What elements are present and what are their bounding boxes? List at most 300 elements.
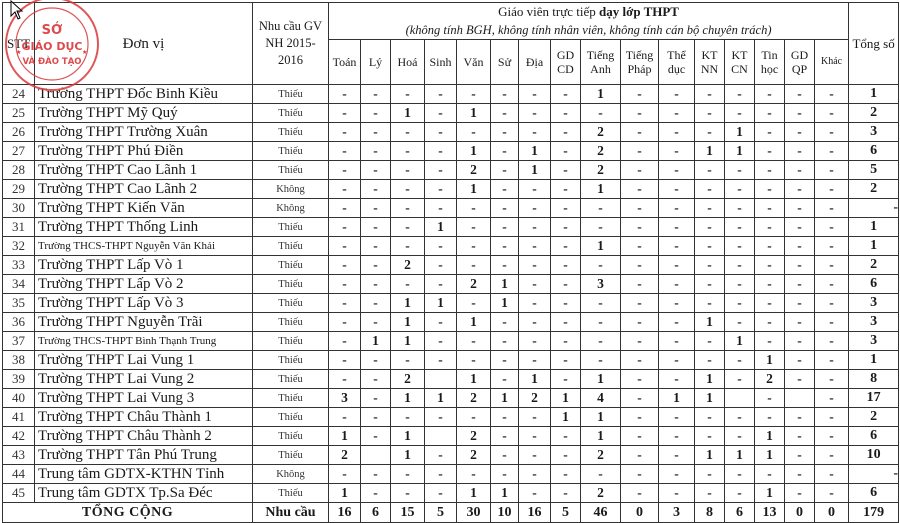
- teacher-demand-table: [2, 2, 899, 523]
- row-subject-value: 1: [391, 427, 425, 446]
- row-subject-value: -: [491, 123, 519, 142]
- header-subject: [621, 40, 659, 85]
- row-subject-value: -: [659, 142, 695, 161]
- row-subject-value: 1: [581, 237, 621, 256]
- row-subject-value: -: [551, 446, 581, 465]
- row-stt: 25: [3, 104, 35, 123]
- row-subject-value: -: [725, 294, 755, 313]
- header-subject-line2: Pháp: [627, 62, 652, 76]
- summary-subject-value: 30: [457, 503, 491, 523]
- summary-subject-value: 6: [725, 503, 755, 523]
- row-subject-value: -: [581, 313, 621, 332]
- row-subject-value: -: [425, 237, 457, 256]
- row-total: 3: [849, 294, 899, 313]
- row-subject-value: 1: [755, 484, 785, 503]
- row-subject-value: -: [755, 199, 785, 218]
- row-subject-value: 1: [725, 332, 755, 351]
- row-subject-value: -: [551, 313, 581, 332]
- row-stt: 37: [3, 332, 35, 351]
- row-subject-value: -: [581, 465, 621, 484]
- summary-subject-value: 5: [551, 503, 581, 523]
- row-subject-value: 1: [581, 427, 621, 446]
- table-row: [3, 351, 899, 370]
- row-need-status: Thiếu: [253, 484, 329, 503]
- group-title-prefix: Giáo viên trực tiếp: [498, 4, 600, 19]
- row-subject-value: -: [361, 351, 391, 370]
- header-total: Tổng số: [849, 3, 899, 85]
- row-subject-value: -: [361, 123, 391, 142]
- row-subject-value: -: [695, 218, 725, 237]
- header-subject-line2: QP: [791, 62, 808, 76]
- row-subject-value: -: [815, 294, 849, 313]
- row-subject-value: -: [425, 313, 457, 332]
- group-subtitle: (không tính BGH, không tính nhân viên, không tính cán bộ chuyên trách): [329, 21, 849, 40]
- row-subject-value: 2: [457, 389, 491, 408]
- row-subject-value: -: [725, 427, 755, 446]
- header-subject-line1: Thể: [667, 48, 686, 62]
- row-unit-name: Trường THPT Cao Lãnh 2: [35, 180, 253, 199]
- summary-subject-value: 13: [755, 503, 785, 523]
- row-total: 3: [849, 123, 899, 142]
- header-subject: [361, 40, 391, 85]
- row-subject-value: -: [815, 484, 849, 503]
- row-subject-value: -: [491, 161, 519, 180]
- row-subject-value: -: [785, 161, 815, 180]
- row-unit-name: Trường THPT Lấp Vò 3: [35, 294, 253, 313]
- row-subject-value: -: [785, 465, 815, 484]
- row-subject-value: 1: [491, 275, 519, 294]
- row-stt: 33: [3, 256, 35, 275]
- row-subject-value: -: [361, 237, 391, 256]
- row-subject-value: -: [755, 465, 785, 484]
- row-subject-value: -: [621, 142, 659, 161]
- table-row: [3, 142, 899, 161]
- row-subject-value: -: [815, 237, 849, 256]
- row-subject-value: -: [329, 85, 361, 104]
- row-subject-value: -: [425, 85, 457, 104]
- row-subject-value: -: [815, 256, 849, 275]
- row-subject-value: -: [491, 237, 519, 256]
- row-subject-value: 1: [391, 313, 425, 332]
- summary-subject-value: 8: [695, 503, 725, 523]
- row-need-status: Thiếu: [253, 218, 329, 237]
- header-subject: [551, 40, 581, 85]
- summary-subject-value: 6: [361, 503, 391, 523]
- summary-subject-value: 46: [581, 503, 621, 523]
- header-subject-line1: GD: [556, 48, 575, 62]
- row-subject-value: -: [519, 180, 551, 199]
- row-subject-value: -: [621, 85, 659, 104]
- row-unit-name: Trường THPT Mỹ Quý: [35, 104, 253, 123]
- row-subject-value: -: [621, 275, 659, 294]
- row-subject-value: -: [725, 408, 755, 427]
- row-unit-name: Trường THPT Châu Thành 1: [35, 408, 253, 427]
- row-subject-value: -: [551, 237, 581, 256]
- row-subject-value: -: [621, 408, 659, 427]
- row-subject-value: 3: [581, 275, 621, 294]
- row-subject-value: -: [491, 465, 519, 484]
- row-subject-value: 1: [391, 332, 425, 351]
- row-unit-name: Trường THPT Tân Phú Trung: [35, 446, 253, 465]
- row-subject-value: -: [621, 370, 659, 389]
- row-subject-value: -: [519, 275, 551, 294]
- row-need-status: Thiếu: [253, 408, 329, 427]
- summary-subject-value: 0: [621, 503, 659, 523]
- row-subject-value: 1: [491, 389, 519, 408]
- header-stt: STT: [3, 3, 35, 85]
- row-subject-value: -: [551, 275, 581, 294]
- row-subject-value: 1: [725, 446, 755, 465]
- row-subject-value: -: [425, 408, 457, 427]
- row-subject-value: -: [519, 199, 551, 218]
- row-subject-value: -: [361, 389, 391, 408]
- summary-need: Nhu cầu: [253, 503, 329, 523]
- row-total: 2: [849, 104, 899, 123]
- row-subject-value: -: [457, 408, 491, 427]
- row-total: 1: [849, 351, 899, 370]
- row-subject-value: -: [329, 313, 361, 332]
- row-subject-value: -: [725, 180, 755, 199]
- row-subject-value: 2: [457, 275, 491, 294]
- row-subject-value: -: [815, 389, 849, 408]
- row-subject-value: -: [785, 427, 815, 446]
- row-subject-value: -: [329, 351, 361, 370]
- table-row: [3, 408, 899, 427]
- row-subject-value: -: [425, 142, 457, 161]
- row-subject-value: -: [457, 332, 491, 351]
- row-subject-value: -: [659, 237, 695, 256]
- header-subject-line2: NN: [700, 62, 719, 76]
- row-subject-value: -: [785, 104, 815, 123]
- row-subject-value: -: [391, 161, 425, 180]
- row-unit-name: Trường THPT Lai Vung 1: [35, 351, 253, 370]
- group-title: [329, 3, 849, 22]
- row-subject-value: -: [695, 256, 725, 275]
- row-subject-value: 1: [391, 294, 425, 313]
- row-subject-value: -: [755, 408, 785, 427]
- row-subject-value: -: [457, 465, 491, 484]
- row-subject-value: -: [551, 199, 581, 218]
- row-subject-value: -: [425, 199, 457, 218]
- row-subject-value: -: [581, 332, 621, 351]
- row-subject-value: -: [581, 199, 621, 218]
- row-subject-value: -: [621, 427, 659, 446]
- row-subject-value: -: [815, 408, 849, 427]
- row-subject-value: -: [621, 313, 659, 332]
- row-subject-value: -: [659, 427, 695, 446]
- row-subject-value: -: [815, 427, 849, 446]
- row-subject-value: -: [695, 465, 725, 484]
- header-subject-line2: CD: [557, 62, 574, 76]
- row-subject-value: -: [361, 256, 391, 275]
- row-subject-value: -: [621, 161, 659, 180]
- header-subject: [391, 40, 425, 85]
- row-subject-value: 1: [361, 332, 391, 351]
- row-subject-value: -: [785, 142, 815, 161]
- row-subject-value: -: [695, 85, 725, 104]
- row-subject-value: -: [491, 351, 519, 370]
- row-subject-value: -: [815, 104, 849, 123]
- row-subject-value: 2: [329, 446, 361, 465]
- row-subject-value: -: [785, 123, 815, 142]
- table-row: [3, 123, 899, 142]
- header-subject: [519, 40, 551, 85]
- row-subject-value: -: [815, 142, 849, 161]
- row-subject-value: 4: [581, 389, 621, 408]
- row-total: 6: [849, 484, 899, 503]
- table-row: [3, 484, 899, 503]
- row-subject-value: -: [621, 218, 659, 237]
- row-subject-value: -: [519, 294, 551, 313]
- row-subject-value: 1: [581, 408, 621, 427]
- header-subject-line1: KT: [701, 48, 718, 62]
- header-subject: [815, 40, 849, 85]
- row-subject-value: -: [815, 123, 849, 142]
- row-subject-value: -: [491, 313, 519, 332]
- row-need-status: Thiếu: [253, 351, 329, 370]
- row-subject-value: -: [425, 351, 457, 370]
- row-unit-name: Trung tâm GDTX-KTHN Tỉnh: [35, 465, 253, 484]
- row-subject-value: -: [785, 313, 815, 332]
- row-subject-value: 1: [329, 427, 361, 446]
- row-subject-value: -: [659, 408, 695, 427]
- row-subject-value: -: [695, 275, 725, 294]
- row-subject-value: -: [755, 313, 785, 332]
- row-subject-value: -: [491, 180, 519, 199]
- row-subject-value: -: [815, 180, 849, 199]
- row-subject-value: -: [659, 370, 695, 389]
- row-subject-value: -: [695, 351, 725, 370]
- row-subject-value: -: [457, 256, 491, 275]
- row-subject-value: -: [551, 351, 581, 370]
- row-subject-value: -: [581, 351, 621, 370]
- row-subject-value: -: [361, 85, 391, 104]
- row-subject-value: 1: [391, 104, 425, 123]
- table-row: [3, 275, 899, 294]
- row-stt: 41: [3, 408, 35, 427]
- row-subject-value: -: [785, 237, 815, 256]
- stamp-star-right: ★: [82, 50, 88, 56]
- header-unit: Đơn vị: [35, 3, 253, 85]
- row-total: 1: [849, 237, 899, 256]
- row-subject-value: -: [491, 218, 519, 237]
- row-stt: 45: [3, 484, 35, 503]
- row-need-status: Thiếu: [253, 256, 329, 275]
- row-subject-value: -: [457, 199, 491, 218]
- row-subject-value: -: [785, 446, 815, 465]
- row-subject-value: -: [519, 484, 551, 503]
- row-subject-value: -: [329, 104, 361, 123]
- table-row: [3, 256, 899, 275]
- row-subject-value: -: [659, 465, 695, 484]
- row-stt: 31: [3, 218, 35, 237]
- row-need-status: Thiếu: [253, 142, 329, 161]
- summary-label: TỔNG CỘNG: [3, 503, 253, 523]
- row-subject-value: -: [621, 446, 659, 465]
- row-subject-value: 1: [551, 408, 581, 427]
- row-unit-name: Trường THCS-THPT Bình Thạnh Trung: [35, 332, 253, 351]
- summary-subject-value: 10: [491, 503, 519, 523]
- row-subject-value: -: [785, 275, 815, 294]
- row-subject-value: 1: [695, 142, 725, 161]
- stamp-line1: SỞ: [41, 23, 63, 38]
- row-subject-value: -: [519, 465, 551, 484]
- row-stt: 38: [3, 351, 35, 370]
- row-subject-value: -: [621, 465, 659, 484]
- row-subject-value: -: [581, 218, 621, 237]
- row-total: 1: [849, 85, 899, 104]
- row-total: 2: [849, 180, 899, 199]
- row-subject-value: -: [551, 370, 581, 389]
- row-need-status: Thiếu: [253, 275, 329, 294]
- row-subject-value: -: [391, 142, 425, 161]
- row-subject-value: -: [519, 446, 551, 465]
- row-subject-value: -: [815, 161, 849, 180]
- row-subject-value: [425, 427, 457, 446]
- header-subject: [755, 40, 785, 85]
- row-stt: 35: [3, 294, 35, 313]
- row-subject-value: 1: [457, 180, 491, 199]
- row-total: 1: [849, 218, 899, 237]
- row-subject-value: -: [491, 408, 519, 427]
- row-subject-value: 1: [491, 484, 519, 503]
- row-subject-value: -: [815, 446, 849, 465]
- row-subject-value: -: [755, 123, 785, 142]
- row-subject-value: -: [425, 332, 457, 351]
- row-subject-value: -: [755, 142, 785, 161]
- header-subject: [785, 40, 815, 85]
- table-row: [3, 218, 899, 237]
- row-subject-value: -: [621, 484, 659, 503]
- row-subject-value: -: [425, 104, 457, 123]
- row-subject-value: -: [695, 104, 725, 123]
- row-subject-value: -: [621, 256, 659, 275]
- header-subject-line2: Anh: [590, 62, 611, 76]
- row-subject-value: 2: [581, 161, 621, 180]
- row-unit-name: Trường THPT Trường Xuân: [35, 123, 253, 142]
- header-subject: [491, 40, 519, 85]
- row-subject-value: -: [425, 180, 457, 199]
- row-subject-value: 2: [755, 370, 785, 389]
- row-subject-value: -: [519, 313, 551, 332]
- row-subject-value: -: [391, 408, 425, 427]
- row-subject-value: -: [815, 199, 849, 218]
- row-subject-value: -: [361, 142, 391, 161]
- row-subject-value: 1: [457, 142, 491, 161]
- row-subject-value: -: [815, 313, 849, 332]
- row-subject-value: -: [425, 446, 457, 465]
- row-subject-value: 1: [425, 389, 457, 408]
- row-subject-value: -: [329, 332, 361, 351]
- row-stt: 26: [3, 123, 35, 142]
- row-need-status: Thiếu: [253, 123, 329, 142]
- row-subject-value: -: [457, 294, 491, 313]
- row-total: 3: [849, 332, 899, 351]
- row-need-status: Thiếu: [253, 446, 329, 465]
- row-subject-value: -: [785, 332, 815, 351]
- row-subject-value: -: [695, 408, 725, 427]
- table-row: [3, 85, 899, 104]
- row-subject-value: -: [551, 427, 581, 446]
- row-subject-value: 2: [519, 389, 551, 408]
- row-subject-value: -: [329, 142, 361, 161]
- row-subject-value: -: [785, 294, 815, 313]
- row-subject-value: 1: [391, 389, 425, 408]
- row-subject-value: -: [361, 408, 391, 427]
- row-subject-value: -: [621, 123, 659, 142]
- row-total: 2: [849, 256, 899, 275]
- row-subject-value: -: [725, 351, 755, 370]
- row-subject-value: -: [659, 218, 695, 237]
- row-subject-value: -: [361, 427, 391, 446]
- summary-subject-value: 0: [815, 503, 849, 523]
- row-total: -: [849, 465, 899, 484]
- row-subject-value: -: [695, 161, 725, 180]
- row-subject-value: -: [755, 237, 785, 256]
- row-need-status: Thiếu: [253, 237, 329, 256]
- row-subject-value: -: [725, 370, 755, 389]
- table-row: [3, 161, 899, 180]
- row-unit-name: Trường THPT Thống Linh: [35, 218, 253, 237]
- header-need-line2: NH 2015-: [265, 36, 316, 50]
- row-subject-value: -: [551, 484, 581, 503]
- header-subject-line1: Địa: [525, 55, 544, 69]
- summary-subject-value: 16: [519, 503, 551, 523]
- summary-subject-value: 16: [329, 503, 361, 523]
- row-subject-value: -: [659, 313, 695, 332]
- row-need-status: Không: [253, 465, 329, 484]
- summary-subject-value: 15: [391, 503, 425, 523]
- row-subject-value: -: [425, 275, 457, 294]
- row-subject-value: -: [391, 123, 425, 142]
- row-subject-value: -: [695, 332, 725, 351]
- row-subject-value: -: [755, 389, 785, 408]
- row-subject-value: -: [695, 427, 725, 446]
- row-stt: 28: [3, 161, 35, 180]
- row-subject-value: -: [519, 332, 551, 351]
- row-subject-value: -: [491, 85, 519, 104]
- row-subject-value: -: [725, 85, 755, 104]
- row-stt: 36: [3, 313, 35, 332]
- row-subject-value: -: [725, 161, 755, 180]
- row-subject-value: -: [329, 180, 361, 199]
- row-subject-value: -: [621, 294, 659, 313]
- row-subject-value: 2: [391, 256, 425, 275]
- row-need-status: Không: [253, 199, 329, 218]
- row-subject-value: -: [519, 104, 551, 123]
- row-subject-value: -: [361, 275, 391, 294]
- row-subject-value: -: [695, 123, 725, 142]
- row-unit-name: Trung tâm GDTX Tp.Sa Đéc: [35, 484, 253, 503]
- header-subject-line1: Lý: [368, 55, 383, 69]
- row-stt: 43: [3, 446, 35, 465]
- row-subject-value: -: [329, 123, 361, 142]
- row-stt: 27: [3, 142, 35, 161]
- row-subject-value: -: [695, 199, 725, 218]
- table-row: [3, 199, 899, 218]
- row-subject-value: -: [755, 218, 785, 237]
- row-need-status: Thiếu: [253, 427, 329, 446]
- row-subject-value: 1: [519, 142, 551, 161]
- header-subject-line1: Tiếng: [586, 48, 615, 62]
- mouse-cursor-icon: [10, 0, 24, 20]
- row-subject-value: -: [391, 484, 425, 503]
- row-subject-value: -: [491, 370, 519, 389]
- row-subject-value: -: [329, 408, 361, 427]
- row-subject-value: -: [725, 199, 755, 218]
- row-subject-value: -: [659, 256, 695, 275]
- row-subject-value: -: [329, 256, 361, 275]
